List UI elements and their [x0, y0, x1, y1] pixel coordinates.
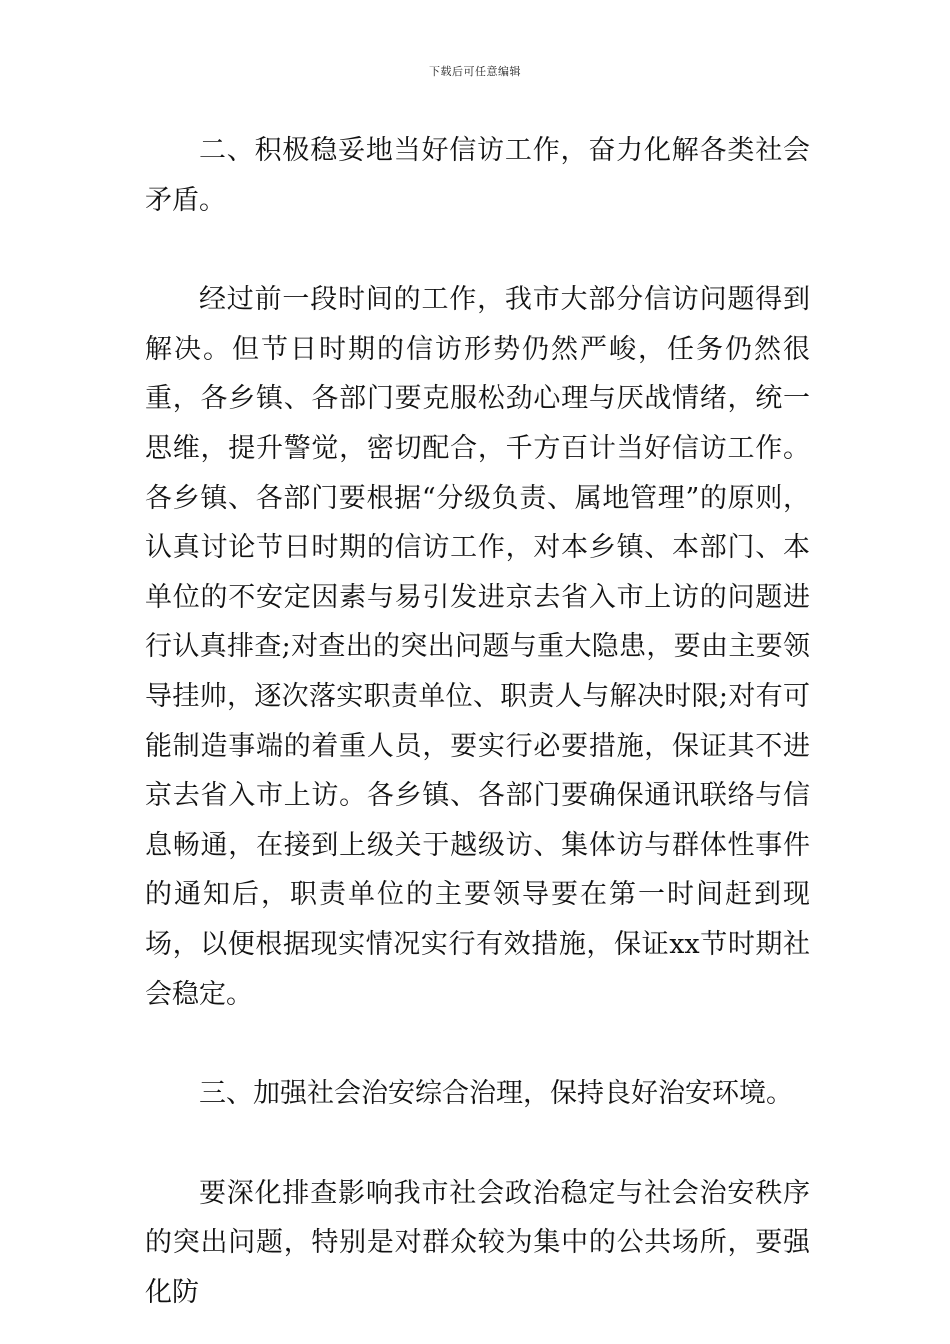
document-body	[145, 126, 810, 1317]
section-2-paragraph: 经过前一段时间的工作，我市大部分信访问题得到解决。但节日时期的信访形势仍然严峻，任务仍然很重，各乡镇、各部门要克服松劲心理与厌战情绪，统一思维，提升警觉，密切配合，千方百计当好信访工作。各乡镇、各部门要根据“分级负责、属地管理”的原则，认真讨论节日时期的信访工作，对本乡镇、本部门、本单位的不安定因素与易引发进京去省入市上访的问题进行认真排查;对查出的突出问题与重大隐患，要由主要领导挂帅，逐次落实职责单位、职责人与解决时限;对有可能制造事端的着重人员，要实行必要措施，保证其不进京去省入市上访。各乡镇、各部门要确保通讯联络与信息畅通，在接到上级关于越级访、集体访与群体性事件的通知后，职责单位的主要领导要在第一时间赶到现场，以便根据现实情况实行有效措施，保证xx节时期社会稳定。	[145, 284, 810, 1010]
section-3-heading: 三、加强社会治安综合治理，保持良好治安环境。	[199, 1078, 793, 1110]
section-3-paragraph: 要深化排查影响我市社会政治稳定与社会治安秩序的突出问题，特别是对群众较为集中的公共场所，要强化防	[145, 1177, 810, 1308]
page-header-note: 下载后可任意编辑	[429, 65, 521, 78]
section-2-heading: 二、积极稳妥地当好信访工作，奋力化解各类社会矛盾。	[145, 135, 810, 216]
